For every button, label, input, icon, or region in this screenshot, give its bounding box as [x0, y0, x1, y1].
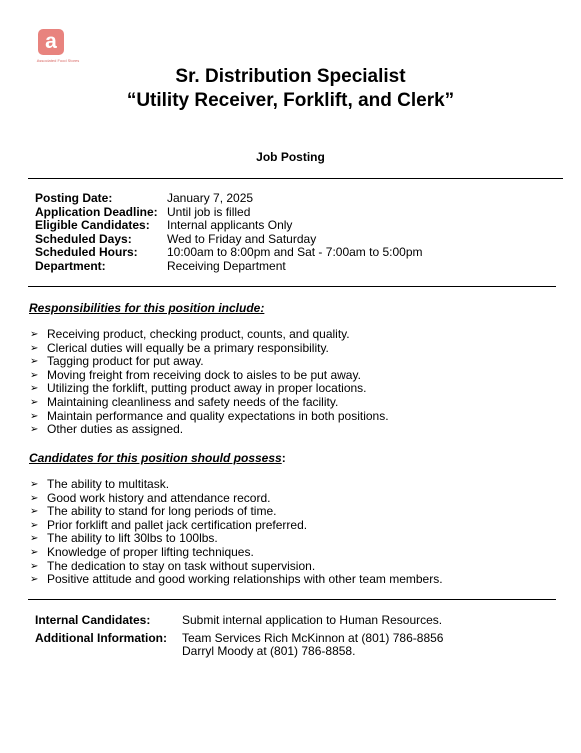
- arrow-bullet-icon: ➢: [30, 410, 39, 422]
- list-item: [30, 369, 389, 383]
- detail-label: Department:: [35, 258, 106, 273]
- list-item-text: Maintaining cleanliness and safety needs of the facility.: [47, 394, 339, 409]
- list-item: [30, 560, 443, 574]
- list-item-text: The ability to multitask.: [47, 477, 170, 491]
- logo-mark: a: [38, 29, 64, 55]
- arrow-bullet-icon: ➢: [30, 560, 39, 572]
- internal-candidates-label: Internal Candidates:: [35, 613, 151, 627]
- detail-value: 10:00am to 8:00pm and Sat - 7:00am to 5:00pm: [167, 245, 423, 260]
- job-subtitle-role: “Utility Receiver, Forklift, and Clerk”: [126, 90, 455, 111]
- list-item-text: Prior forklift and pallet jack certification preferred.: [47, 517, 308, 532]
- additional-info-row: [35, 632, 443, 659]
- additional-info-values: [182, 632, 443, 659]
- contact-line: Team Services Rich McKinnon at (801) 786-8856: [182, 630, 444, 645]
- detail-label: Posting Date:: [35, 191, 113, 205]
- additional-info-label: Additional Information:: [35, 630, 167, 645]
- list-item-text: Good work history and attendance record.: [47, 490, 271, 505]
- arrow-bullet-icon: ➢: [30, 533, 39, 545]
- list-item-text: Tagging product for put away.: [47, 354, 204, 369]
- company-logo: [28, 29, 88, 65]
- detail-value: January 7, 2025: [167, 191, 254, 205]
- list-item-text: The ability to stand for long periods of time.: [47, 504, 277, 519]
- detail-label: Scheduled Days:: [35, 231, 132, 246]
- list-item: [30, 546, 443, 560]
- responsibilities-heading-text: Responsibilities for this position include:: [29, 301, 265, 315]
- list-item: [30, 573, 443, 587]
- list-item: [30, 519, 443, 533]
- list-item: [30, 532, 443, 546]
- detail-row: [35, 206, 423, 220]
- arrow-bullet-icon: ➢: [30, 329, 39, 340]
- responsibilities-heading: [29, 301, 264, 315]
- detail-row: [35, 260, 423, 274]
- arrow-bullet-icon: ➢: [30, 574, 39, 586]
- arrow-bullet-icon: ➢: [30, 383, 39, 395]
- detail-label: Scheduled Hours:: [35, 245, 138, 260]
- detail-label: Application Deadline:: [35, 204, 158, 219]
- divider-top: [28, 178, 563, 179]
- arrow-bullet-icon: ➢: [30, 479, 39, 490]
- list-item-text: Knowledge of proper lifting techniques.: [47, 544, 254, 559]
- list-item-text: The ability to lift 30lbs to 100lbs.: [47, 531, 218, 546]
- list-item: [30, 505, 443, 519]
- list-item: [30, 342, 389, 356]
- list-item: [30, 478, 443, 492]
- arrow-bullet-icon: ➢: [30, 492, 39, 504]
- list-item-text: Maintain performance and quality expectations in both positions.: [47, 408, 389, 423]
- detail-value: Until job is filled: [167, 204, 251, 219]
- arrow-bullet-icon: ➢: [30, 369, 39, 381]
- arrow-bullet-icon: ➢: [30, 519, 39, 531]
- list-item: [30, 355, 389, 369]
- list-item: [30, 396, 389, 410]
- internal-candidates-row: [35, 614, 443, 628]
- arrow-bullet-icon: ➢: [30, 396, 39, 408]
- list-item-text: Utilizing the forklift, putting product away in proper locations.: [47, 381, 367, 396]
- detail-row: [35, 233, 423, 247]
- arrow-bullet-icon: ➢: [30, 356, 39, 368]
- detail-value: Internal applicants Only: [167, 218, 293, 233]
- contact-details: [35, 614, 443, 663]
- detail-value: Receiving Department: [167, 258, 286, 273]
- detail-value: Wed to Friday and Saturday: [167, 231, 317, 246]
- divider-middle: [28, 286, 556, 287]
- arrow-bullet-icon: ➢: [30, 546, 39, 558]
- list-item-text: Receiving product, checking product, counts, and quality.: [47, 327, 350, 341]
- list-item-text: Other duties as assigned.: [47, 422, 184, 437]
- contact-line: Darryl Moody at (801) 786-8858.: [182, 644, 356, 659]
- list-item: [30, 382, 389, 396]
- list-item: [30, 492, 443, 506]
- candidates-heading-text: Candidates for this position should possess: [29, 451, 282, 465]
- divider-bottom: [28, 599, 556, 600]
- list-item-text: Clerical duties will equally be a primary responsibility.: [47, 340, 329, 355]
- arrow-bullet-icon: ➢: [30, 506, 39, 518]
- list-item-text: The dedication to stay on task without supervision.: [47, 558, 316, 573]
- job-title: Sr. Distribution Specialist: [175, 66, 406, 87]
- candidates-heading: [29, 451, 286, 465]
- logo-caption: Associated Food Stores: [36, 58, 80, 63]
- detail-label: Eligible Candidates:: [35, 218, 150, 233]
- list-item-text: Positive attitude and good working relationships with other team members.: [47, 572, 443, 587]
- arrow-bullet-icon: ➢: [30, 424, 39, 436]
- list-item-text: Moving freight from receiving dock to aisles to be put away.: [47, 367, 361, 382]
- detail-row: [35, 219, 423, 233]
- internal-candidates-value: Submit internal application to Human Resources.: [182, 613, 443, 627]
- candidates-heading-colon: :: [281, 451, 286, 465]
- list-item: [30, 423, 389, 437]
- list-item: [30, 410, 389, 424]
- detail-row: [35, 192, 423, 206]
- responsibilities-list: [30, 328, 389, 437]
- job-posting-heading: Job Posting: [256, 150, 325, 164]
- posting-details: [35, 192, 423, 274]
- list-item: [30, 328, 389, 342]
- arrow-bullet-icon: ➢: [30, 342, 39, 354]
- candidates-list: [30, 478, 443, 587]
- detail-row: [35, 246, 423, 260]
